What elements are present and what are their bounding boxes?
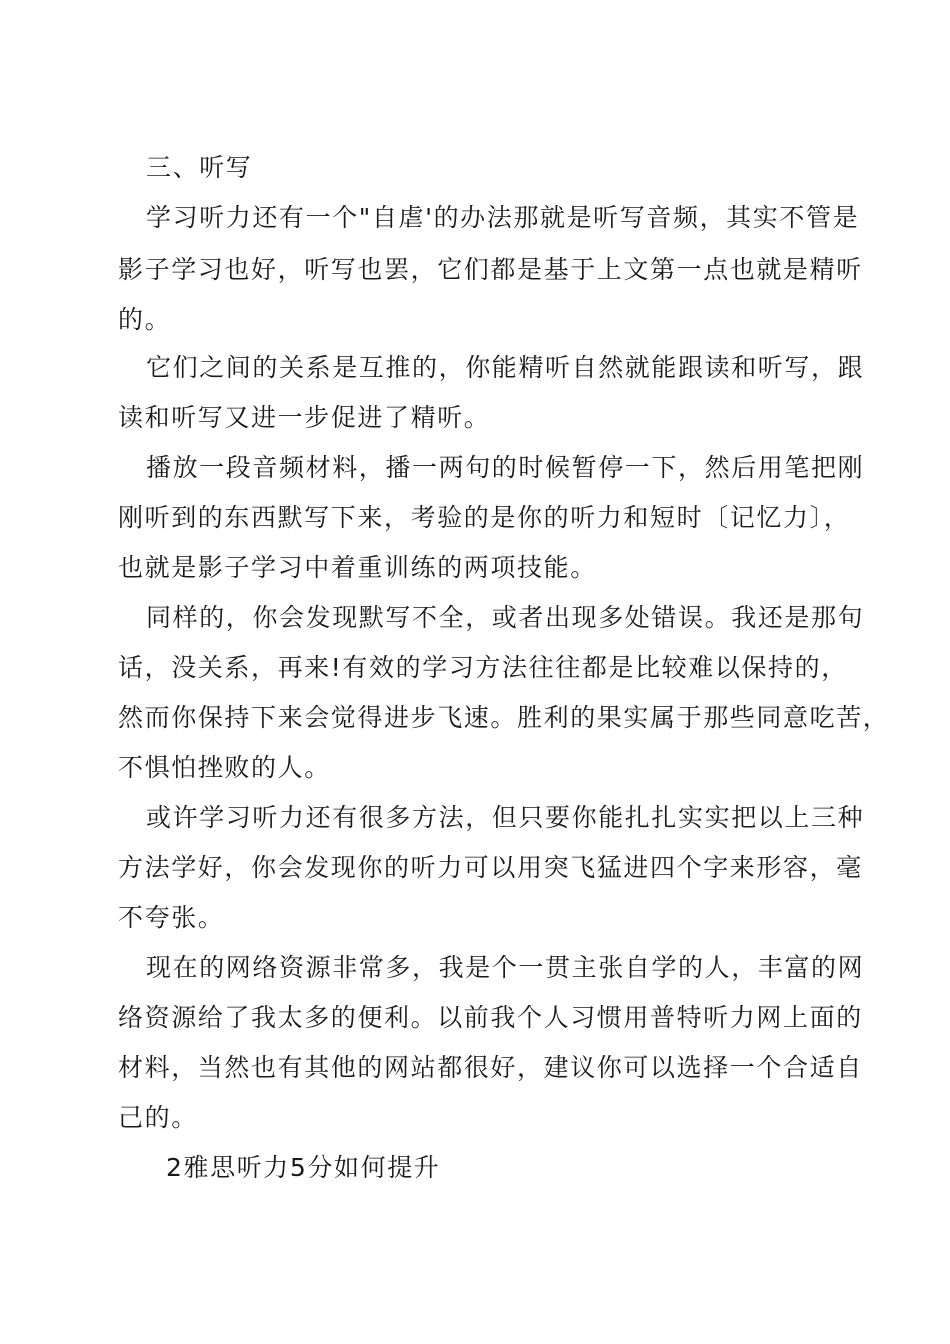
paragraph-line: 己的。 — [118, 1103, 198, 1132]
subheading: 2雅思听力5分如何提升 — [166, 1153, 441, 1182]
paragraph-line: 或许学习听力还有很多方法，但只要你能扎扎实实把以上三种 — [146, 803, 865, 832]
paragraph-line: 话，没关系，再来!有效的学习方法往往都是比较难以保持的， — [118, 653, 848, 682]
paragraph-line: 络资源给了我太多的便利。以前我个人习惯用普特听力网上面的 — [118, 1003, 863, 1032]
section-heading: 三、听写 — [146, 153, 253, 182]
paragraph-line: 学习听力还有一个"自虐'的办法那就是听写音频，其实不管是 — [146, 203, 860, 232]
paragraph-line: 刚听到的东西默写下来，考验的是你的听力和短时〔记忆力〕， — [118, 503, 851, 532]
paragraph-line: 现在的网络资源非常多，我是个一贯主张自学的人，丰富的网 — [146, 953, 865, 982]
paragraph-line: 方法学好，你会发现你的听力可以用突飞猛进四个字来形容，毫 — [118, 853, 863, 882]
paragraph-line: 读和听写又进一步促进了精听。 — [118, 403, 491, 432]
paragraph-line: 不惧怕挫败的人。 — [118, 753, 331, 782]
paragraph-line: 材料，当然也有其他的网站都很好，建议你可以选择一个合适自 — [118, 1053, 863, 1082]
paragraph-line: 不夸张。 — [118, 903, 225, 932]
paragraph-line: 的。 — [118, 305, 172, 334]
paragraph-line: 然而你保持下来会觉得进步飞速。胜利的果实属于那些同意吃苦， — [118, 703, 890, 732]
paragraph-line: 播放一段音频材料，播一两句的时候暂停一下，然后用笔把刚 — [146, 453, 865, 482]
paragraph-line: 影子学习也好，听写也罢，它们都是基于上文第一点也就是精听 — [118, 255, 863, 284]
paragraph-line: 也就是影子学习中着重训练的两项技能。 — [118, 553, 597, 582]
paragraph-line: 同样的，你会发现默写不全，或者出现多处错误。我还是那句 — [146, 603, 865, 632]
paragraph-line: 它们之间的关系是互推的，你能精听自然就能跟读和听写，跟 — [146, 353, 865, 382]
